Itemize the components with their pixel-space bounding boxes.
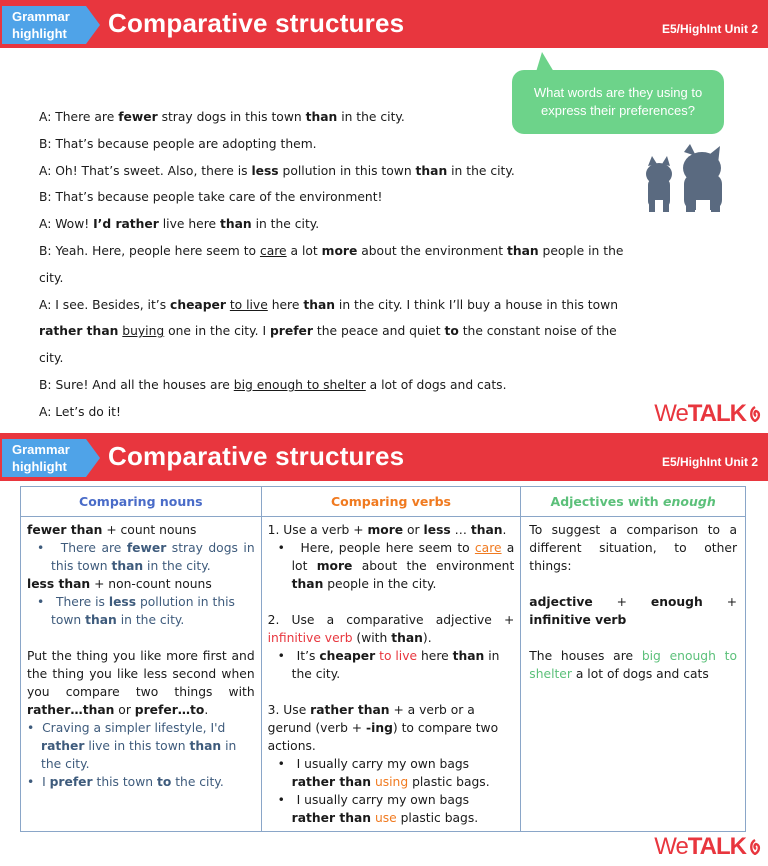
header-comparing-verbs: Comparing verbs — [261, 487, 521, 517]
dialog-line: B: Sure! And all the houses are big enough to shelter a lot of dogs and cats. — [39, 377, 507, 392]
page-title: Comparative structures — [108, 8, 405, 38]
dialog-line: A: I see. Besides, it’s cheaper to live here than in the city. I think I’ll buy a house in this town — [39, 297, 619, 312]
grammar-table — [20, 486, 746, 832]
rule-less-than: less than + non-count nouns — [27, 577, 212, 591]
speech-bubble: What words are they using to express their preferences? — [512, 70, 724, 134]
header-adjectives-enough: Adjectives with enough — [521, 487, 746, 517]
slide-header — [0, 0, 768, 48]
badge-line2: highlight — [12, 459, 67, 474]
example-care-more: • Here, people here seem to care a lot more about the environment than people in the city. — [277, 541, 515, 591]
dialog-line: B: Yeah. Here, people here seem to care a lot more about the environment than people in the — [39, 243, 624, 258]
example-use: • I usually carry my own bags rather than use plastic bags. — [277, 793, 479, 825]
slide-grammar-table — [0, 433, 768, 866]
dialog-line: rather than buying one in the city. I prefer the peace and quiet to the constant noise of the — [39, 324, 617, 339]
badge-line1: Grammar — [12, 9, 70, 24]
example-prefer: • I prefer this town to the city. — [27, 775, 224, 789]
grammar-highlight-badge — [2, 439, 100, 477]
badge-line2: highlight — [12, 26, 67, 41]
dialog-line: A: Wow! I’d rather live here than in the city. — [39, 217, 320, 232]
example-fewer: • There are fewer stray dogs in this town than in the city. — [37, 541, 255, 573]
dialog-line: B: That’s because people are adopting them. — [39, 136, 317, 151]
unit-label: E5/HighInt Unit 2 — [662, 455, 758, 469]
dialog-text — [39, 104, 629, 426]
unit-label: E5/HighInt Unit 2 — [662, 22, 758, 36]
dialog-line: A: Let’s do it! — [39, 404, 121, 419]
table-header-row — [21, 487, 746, 517]
adjective-rule: adjective + enough + infinitive verb — [529, 595, 737, 627]
page-title: Comparative structures — [108, 441, 405, 471]
rule-rather-than: 3. Use rather than + a verb or a gerund (verb + -ing) to compare two actions. — [267, 703, 499, 753]
badge-line1: Grammar — [12, 442, 70, 457]
dialog-line: A: Oh! That’s sweet. Also, there is less pollution in this town than in the city. — [39, 163, 515, 178]
preference-explanation: Put the thing you like more first and the thing you like less second when you compare two things with rather…than or prefer…to. — [27, 649, 255, 717]
rule-comparative-infinitive: 2. Use a comparative adjective + infinitive verb (with than). — [267, 613, 515, 645]
example-less: • There is less pollution in this town than in the city. — [37, 595, 235, 627]
swirl-icon — [748, 839, 762, 855]
example-big-enough: The houses are big enough to shelter a lot of dogs and cats — [529, 649, 737, 681]
cat-and-dog-icon — [640, 142, 730, 214]
cell-verbs — [261, 517, 521, 832]
wetalk-logo: We TALK — [654, 401, 762, 427]
dialog-line: city. — [39, 270, 64, 285]
grammar-highlight-badge — [2, 6, 100, 44]
example-using: • I usually carry my own bags rather than using plastic bags. — [277, 757, 490, 789]
dialog-line: A: There are fewer stray dogs in this town than in the city. — [39, 110, 405, 124]
dialog-line: city. — [39, 351, 64, 366]
cell-adjectives — [521, 517, 746, 832]
example-rather: • Craving a simpler lifestyle, I'd rather live in this town than in the city. — [27, 721, 237, 771]
dialog-line: B: That’s because people take care of the environment! — [39, 190, 383, 205]
cell-nouns — [21, 517, 262, 832]
header-comparing-nouns: Comparing nouns — [21, 487, 262, 517]
speech-bubble-tail — [536, 52, 554, 72]
example-cheaper: • It’s cheaper to live here than in the city. — [277, 649, 500, 681]
wetalk-logo: We TALK — [654, 834, 762, 860]
table-body-row — [21, 517, 746, 832]
rule-fewer-than: fewer than + count nouns — [27, 523, 197, 537]
rule-verb-more-less: 1. Use a verb + more or less … than. — [267, 523, 507, 537]
adjective-explanation: To suggest a comparison to a different situation, to other things: — [529, 523, 737, 573]
slide-header — [0, 433, 768, 481]
swirl-icon — [748, 406, 762, 422]
